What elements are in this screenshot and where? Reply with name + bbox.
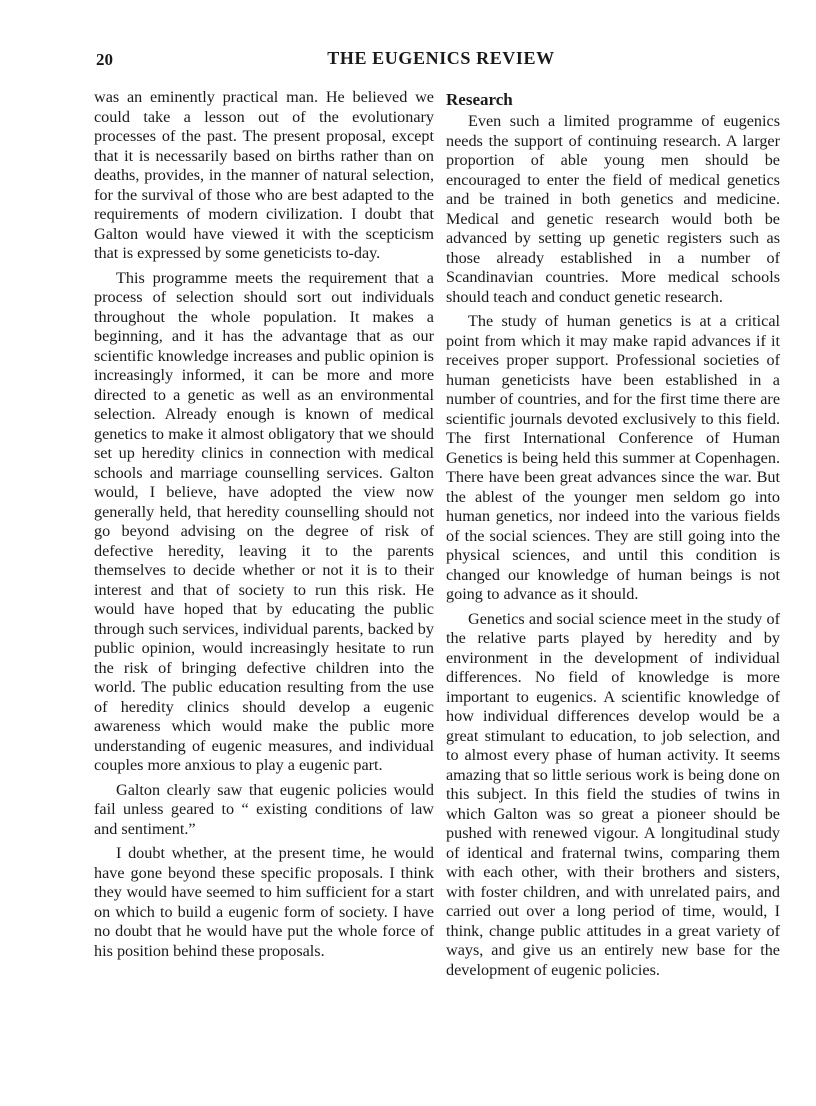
- running-title: THE EUGENICS REVIEW: [327, 48, 555, 68]
- paragraph: Even such a limited programme of eugenics needs the support of continuing research. A larger proportion of able young men should be encouraged to enter the field of medical genetics and be trained in both genetics and medicine. Medical and genetic research would both be advanced by setting up genetic registers such as those already established in a number of Scandinavian countries. More medical schools should teach and conduct genetic research.: [446, 112, 780, 306]
- paragraph: Genetics and social science meet in the study of the relative parts played by heredity and by environment in the development of individual differences. No field of knowledge is more important to eugenics. A scientific knowledge of how individual differences develop would be a great stimulant to education, to job selection, and to almost every phase of human activity. It seems amazing that so little serious work is being done on this subject. In this field the studies of twins in which Galton was so great a pioneer should be pushed with renewed vigour. A longitudinal study of identical and fraternal twins, comparing them with each other, with their brothers and sisters, with foster children, and with unrelated pairs, and carried out over a long period of time, would, I think, change public attitudes in a great variety of ways, and give us an entirely new base for the development of eugenic policies.: [446, 609, 780, 979]
- paragraph: Galton clearly saw that eugenic policies would fail unless geared to “ existing conditions of law and sentiment.”: [94, 780, 434, 838]
- paragraph: I doubt whether, at the present time, he would have gone beyond these specific proposals. I think they would have seemed to him sufficient for a start on which to build a eugenic form of society. I have no doubt that he would have put the whole force of his position behind these proposals.: [94, 844, 434, 960]
- paragraph: was an eminently practical man. He believed we could take a lesson out of the evolutionary processes of the past. The present proposal, except that it is necessarily based on births rather than on deaths, provides, in the manner of natural selection, for the survival of those who are best adapted to the requirements of modern civilization. I doubt that Galton would have viewed it with the scepticism that is expressed by some geneticists to-day.: [94, 88, 434, 262]
- page-number: 20: [96, 50, 113, 69]
- right-column: [446, 88, 780, 980]
- left-column: [94, 88, 434, 961]
- section-heading-research: Research: [446, 90, 513, 109]
- paragraph: The study of human genetics is at a critical point from which it may make rapid advances if it receives proper support. Professional societies of human geneticists have been established in a number of countries, and for the first time there are scientific journals devoted exclusively to this field. The first International Conference of Human Genetics is being held this summer at Copenhagen. There have been great advances since the war. But the ablest of the younger men seldom go into human genetics, nor indeed into the various fields of the social sciences. They are still going into the physical sciences, and until this condition is changed our knowledge of human beings is not going to advance as it should.: [446, 312, 780, 603]
- paragraph: This programme meets the requirement that a process of selection should sort out individuals throughout the whole population. It makes a beginning, and it has the advantage that as our scientific knowledge increases and public opinion is increasingly informed, it can be more and more directed to a genetic as well as an environmental selection. Already enough is known of medical genetics to make it almost obligatory that we should set up heredity clinics in connection with medical schools and marriage counselling services. Galton would, I believe, have adopted the view now generally held, that heredity counselling should not go beyond advising on the degree of risk of defective heredity, leaving it to the parents themselves to decide whether or not it is to their interest and that of society to run this risk. He would have hoped that by educating the public through such services, individual parents, backed by public opinion, would increasingly hesitate to run the risk of bringing defective children into the world. The public education resulting from the use of heredity clinics should develop a eugenic awareness which would make the public more understanding of eugenic measures, and individual couples more anxious to play a eugenic part.: [94, 268, 434, 774]
